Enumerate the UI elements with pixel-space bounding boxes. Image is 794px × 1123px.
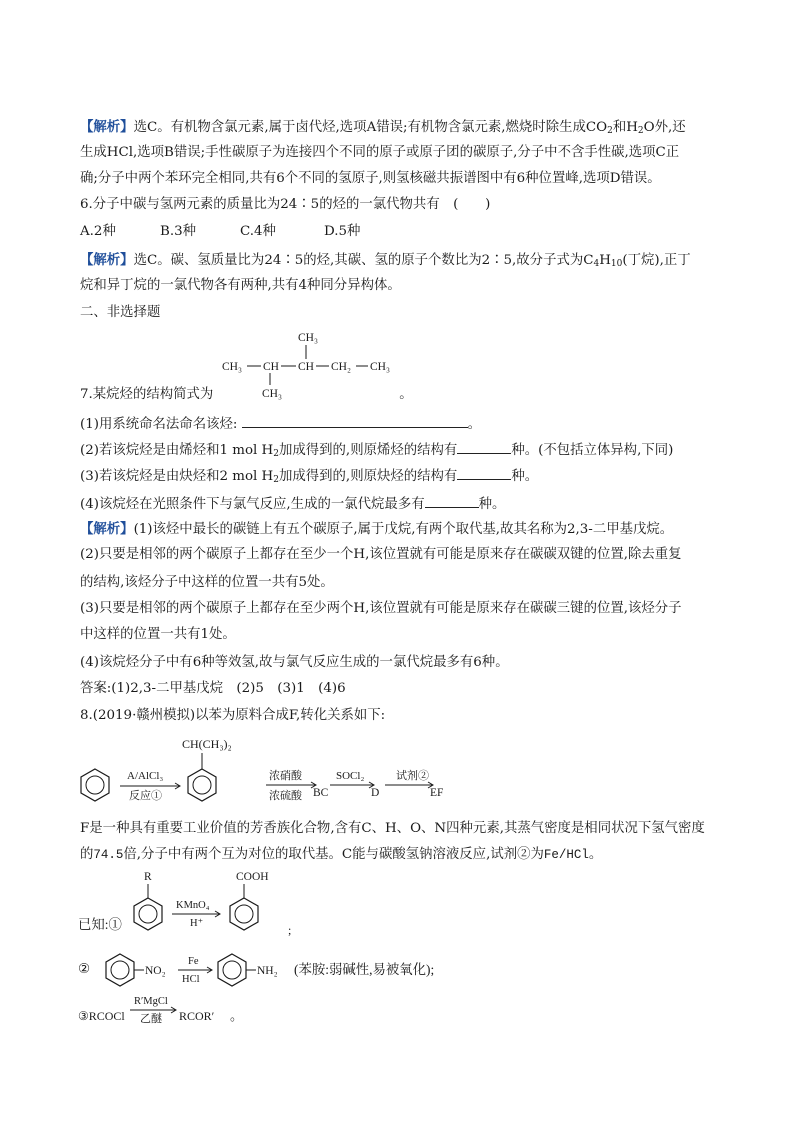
r-group-label: R bbox=[144, 871, 152, 883]
q6-option-a: A.2种 bbox=[80, 224, 116, 239]
q6-analysis-text-a: 选C。碳、氢质量比为24∶5的烃,其碳、氢的原子个数比为2∶5,故分子式为C bbox=[133, 253, 594, 268]
q7-part-1-text: (1)用系统命名法命名该烃: bbox=[80, 417, 238, 432]
q7-part-3 bbox=[80, 466, 538, 486]
q7-analysis-text-1: (1)该烃中最长的碳链上有五个碳原子,属于戊烷,有两个取代基,故其名称为2,3-二甲基戊烷。 bbox=[133, 522, 674, 537]
q7-part-1 bbox=[80, 414, 481, 434]
q8-desc-reagent: Fe/HCl bbox=[543, 848, 589, 862]
q7-stem-text: 7.某烷烃的结构简式为 bbox=[80, 387, 214, 402]
arrow1-top-label: A/AlCl₃ bbox=[127, 770, 164, 782]
struct-c2: CH bbox=[263, 361, 279, 373]
q6-option-b: B.3种 bbox=[160, 224, 197, 239]
section-heading: 二、非选择题 bbox=[80, 305, 161, 320]
q8-desc-text-c: 倍,分子中有两个互为对位的取代基。C能与碳酸氢钠溶液反应,试剂②为 bbox=[123, 847, 544, 862]
q6-options bbox=[80, 223, 360, 241]
q7-stem-end: 。 bbox=[399, 387, 413, 402]
subscript-2: 2 bbox=[607, 126, 613, 136]
arrow1-bottom-label: 反应① bbox=[129, 790, 162, 802]
no2-label: NO₂ bbox=[145, 965, 166, 977]
q7-stem bbox=[80, 386, 413, 404]
q7-part-2-text-a: (2)若该烷烃是由烯烃和1 mol H bbox=[80, 443, 274, 458]
arrow2-top-label: 浓硝酸 bbox=[269, 770, 302, 782]
analysis-tag: 【解析】 bbox=[80, 119, 134, 135]
analysis-tag: 【解析】 bbox=[80, 521, 134, 537]
k1-bottom-reagent: H⁺ bbox=[190, 918, 204, 929]
q7-part-2 bbox=[80, 440, 673, 460]
subscript-2: 2 bbox=[637, 126, 644, 136]
known-label: 已知:① bbox=[78, 917, 122, 932]
q7-part-4-text: (4)该烷烃在光照条件下与氯气反应,生成的一氯代烷最多有 bbox=[80, 497, 425, 512]
q8-desc-line-2 bbox=[80, 846, 602, 864]
q8-desc-text-a: 的 bbox=[80, 847, 94, 862]
q7-part-1-end: 。 bbox=[467, 417, 482, 432]
q6-analysis-text-b: H bbox=[599, 253, 611, 268]
q6-option-d: D.5种 bbox=[324, 224, 361, 239]
q7-part-4-end: 种。 bbox=[478, 497, 506, 512]
intermediate-bc: BC bbox=[313, 787, 329, 799]
struct-c3: CH bbox=[298, 361, 314, 373]
k2-number: ② bbox=[78, 961, 91, 976]
q8-synthesis-scheme bbox=[78, 736, 478, 832]
q6-analysis-line-1 bbox=[80, 251, 691, 270]
q7-analysis-line-1 bbox=[80, 520, 673, 539]
q7-analysis-line-5: 中这样的位置一共有1处。 bbox=[80, 627, 236, 642]
answer-blank-4[interactable] bbox=[425, 494, 479, 508]
q7-part-3-text-a: (3)若该烷烃是由炔烃和2 mol H bbox=[80, 469, 274, 484]
q7-analysis-line-3: 的结构,该烃分子中这样的位置一共有5处。 bbox=[80, 575, 334, 590]
struct-bottom-ch3: CH₃ bbox=[262, 388, 282, 400]
q8-desc-end: 。 bbox=[588, 847, 603, 862]
k2-top-reagent: Fe bbox=[188, 956, 199, 967]
arrow3-top-label: SOCl₂ bbox=[336, 770, 365, 782]
known-reaction-1 bbox=[78, 868, 318, 948]
benzene-ring-icon bbox=[134, 898, 162, 930]
subscript-2: 2 bbox=[273, 449, 279, 459]
benzene-ring-icon bbox=[188, 769, 216, 801]
q7-part-3-text-b: 加成得到的,则原炔烃的结构有 bbox=[278, 469, 458, 484]
q7-part-4 bbox=[80, 494, 505, 514]
isopropyl-group-label: CH(CH₃)₂ bbox=[182, 737, 232, 751]
k3-reactant: ③RCOCl bbox=[78, 1009, 125, 1023]
struct-c5: CH₃ bbox=[370, 361, 390, 373]
intermediate-d: D bbox=[371, 787, 380, 799]
answer-blank-1[interactable] bbox=[242, 414, 468, 428]
k3-top-reagent: R′MgCl bbox=[134, 996, 168, 1007]
struct-top-ch3: CH₃ bbox=[298, 332, 318, 344]
q7-analysis-line-2: (2)只要是相邻的两个碳原子上都存在至少一个H,该位置就有可能是原来存在碳碳双键的位置,除去重复 bbox=[80, 547, 682, 562]
q8-desc-line-1: F是一种具有重要工业价值的芳香族化合物,含有C、H、O、N四种元素,其蒸气密度是相同状况下氢气密度 bbox=[80, 821, 705, 836]
subscript-4: 4 bbox=[593, 259, 600, 269]
subscript-2: 2 bbox=[273, 475, 279, 485]
q7-part-2-text-b: 加成得到的,则原烯烃的结构有 bbox=[278, 443, 458, 458]
benzene-ring-icon bbox=[106, 954, 134, 986]
benzene-ring-icon bbox=[230, 898, 258, 930]
arrow2-bottom-label: 浓硫酸 bbox=[269, 790, 302, 802]
q6-stem: 6.分子中碳与氢两元素的质量比为24∶5的烃的一氯代物共有 ( ) bbox=[80, 197, 491, 212]
q7-analysis-line-4: (3)只要是相邻的两个碳原子上都存在至少两个H,该位置就有可能是原来存在碳碳三键的位置,该烃分子 bbox=[80, 601, 682, 616]
q5-analysis-text-c: O外,还 bbox=[643, 120, 686, 135]
q5-analysis-text-a: 选C。有机物含氯元素,属于卤代烃,选项A错误;有机物含氯元素,燃烧时除生成CO bbox=[133, 120, 608, 135]
q5-analysis-line-2: 生成HCl,选项B错误;手性碳原子为连接四个不同的原子或原子团的碳原子,分子中不含手性碳,选项C正 bbox=[80, 145, 680, 160]
nh2-label: NH₂ bbox=[257, 965, 278, 977]
benzene-ring-icon bbox=[81, 769, 109, 801]
q7-analysis-line-6: (4)该烷烃分子中有6种等效氢,故与氯气反应生成的一氯代烷最多有6种。 bbox=[80, 655, 509, 670]
q5-analysis-text-b: 和H bbox=[612, 120, 638, 135]
q6-analysis-line-2: 烷和异丁烷的一氯代物各有两种,共有4种同分异构体。 bbox=[80, 278, 401, 293]
k2-bottom-reagent: HCl bbox=[182, 974, 200, 985]
q5-analysis-line-3: 确;分子中两个苯环完全相同,共有6个不同的氢原子,则氢核磁共振谱图中有6种位置峰,选项D错误。 bbox=[80, 171, 661, 186]
q6-analysis-text-c: (丁烷),正丁 bbox=[622, 253, 691, 268]
q8-desc-ratio: 74.5 bbox=[93, 848, 124, 862]
analysis-tag: 【解析】 bbox=[80, 252, 134, 268]
benzene-ring-icon bbox=[218, 954, 246, 986]
cooh-label: COOH bbox=[236, 871, 269, 883]
q7-part-2-text-c: 种。(不包括立体异构,下同) bbox=[511, 443, 674, 458]
k3-bottom-reagent: 乙醚 bbox=[140, 1013, 162, 1025]
q8-stem: 8.(2019·赣州模拟)以苯为原料合成F,转化关系如下: bbox=[80, 708, 386, 723]
answer-blank-2[interactable] bbox=[457, 440, 511, 454]
k2-note: (苯胺:弱碱性,易被氧化); bbox=[294, 962, 435, 977]
subscript-10: 10 bbox=[610, 259, 623, 269]
product-ef: EF bbox=[430, 787, 444, 799]
k3-product: RCOR′ bbox=[179, 1009, 215, 1023]
arrow4-top-label: 试剂② bbox=[396, 770, 429, 782]
k3-end: 。 bbox=[230, 1008, 244, 1023]
struct-left-ch3: CH₃ bbox=[222, 361, 242, 373]
struct-c4: CH₂ bbox=[331, 361, 351, 373]
k1-end: ; bbox=[288, 923, 292, 937]
q7-part-3-text-c: 种。 bbox=[511, 469, 539, 484]
k1-top-reagent: KMnO₄ bbox=[176, 900, 210, 911]
answer-blank-3[interactable] bbox=[457, 466, 511, 480]
q5-analysis-line-1 bbox=[80, 118, 686, 137]
known-reaction-2 bbox=[78, 944, 518, 994]
q6-option-c: C.4种 bbox=[240, 224, 276, 239]
q7-answer: 答案:(1)2,3-二甲基戊烷 (2)5 (3)1 (4)6 bbox=[80, 681, 346, 696]
known-reaction-3 bbox=[78, 990, 318, 1030]
